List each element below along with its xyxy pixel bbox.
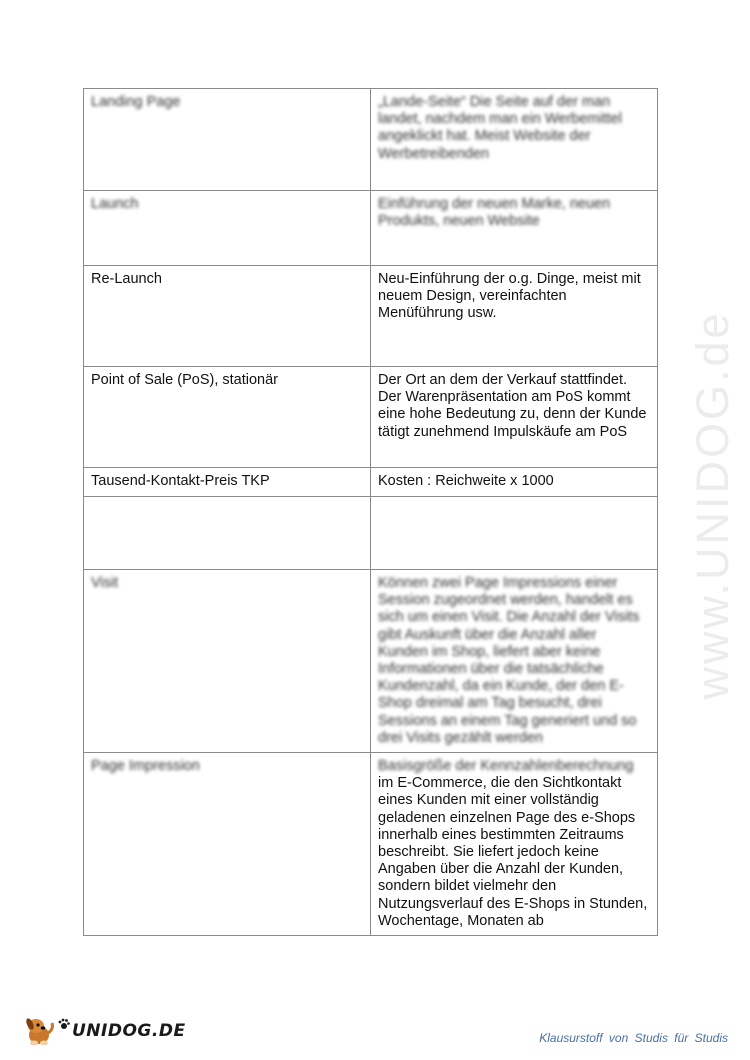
definition-cell <box>371 753 658 936</box>
footer-tagline: Klausurstoff von Studis für Studis <box>539 1031 728 1045</box>
table-row <box>84 266 658 367</box>
table-row <box>84 753 658 936</box>
definition-cell: Können zwei Page Impressions einer Session zugeordnet werden, handelt es sich um einen Visit. Die Anzahl der Visits gibt Auskunft über die Anzahl aller Kunden im Shop, liefert aber keine Informationen über die tatsächliche Kundenzahl, da ein Kunde, der den E-Shop dreimal am Tag besucht, drei Sessions an einem Tag generiert und so drei Visits gezählt werden <box>371 570 658 753</box>
blank-cell <box>84 497 371 570</box>
term-cell: Tausend-Kontakt-Preis TKP <box>84 468 371 497</box>
term-cell: Re-Launch <box>84 266 371 367</box>
term-cell: Point of Sale (PoS), stationär <box>84 367 371 468</box>
definition-cell: Einführung der neuen Marke, neuen Produkts, neuen Website <box>371 191 658 266</box>
paw-icon <box>58 1018 70 1030</box>
table-row <box>84 570 658 753</box>
term-cell: Page Impression <box>84 753 371 936</box>
dog-mascot-icon <box>22 1015 56 1047</box>
definition-cell: „Lande-Seite“ Die Seite auf der man landet, nachdem man ein Werbemittel angeklickt hat. Meist Website der Werbetreibenden <box>371 89 658 191</box>
blank-cell <box>371 497 658 570</box>
table-row <box>84 89 658 191</box>
logo-text: UNIDOG.DE <box>72 1021 186 1041</box>
table-row <box>84 191 658 266</box>
definition-cell: Neu-Einführung der o.g. Dinge, meist mit neuem Design, vereinfachten Menüführung usw. <box>371 266 658 367</box>
table-row-blank <box>84 497 658 570</box>
term-cell: Landing Page <box>84 89 371 191</box>
watermark: www.UNIDOG.de <box>687 310 738 700</box>
definition-cell: Der Ort an dem der Verkauf stattfindet. Der Warenpräsentation am PoS kommt eine hohe Bedeutung zu, denn der Kunde tätigt zunehmend Impulskäufe am PoS <box>371 367 658 468</box>
table-row <box>84 367 658 468</box>
definition-cell: Kosten : Reichweite x 1000 <box>371 468 658 497</box>
term-cell: Visit <box>84 570 371 753</box>
definition-text: im E-Commerce, die den Sichtkontakt eines Kunden mit einer vollständig geladenen einzelnen Page des e-Shops innerhalb eines bestimmten Zeitraums beschreibt. Sie liefert jedoch keine Angaben über die Anzahl der Kunden, sondern bildet vielmehr den Nutzungsverlauf des E-Shops in Stunden, Wochentage, Monaten ab <box>378 775 648 929</box>
unidog-logo <box>22 1015 186 1047</box>
table-row <box>84 468 658 497</box>
definition-blurred-line: Basisgröße der Kennzahlenberechnung <box>378 758 634 775</box>
glossary-table <box>83 88 658 936</box>
term-cell: Launch <box>84 191 371 266</box>
